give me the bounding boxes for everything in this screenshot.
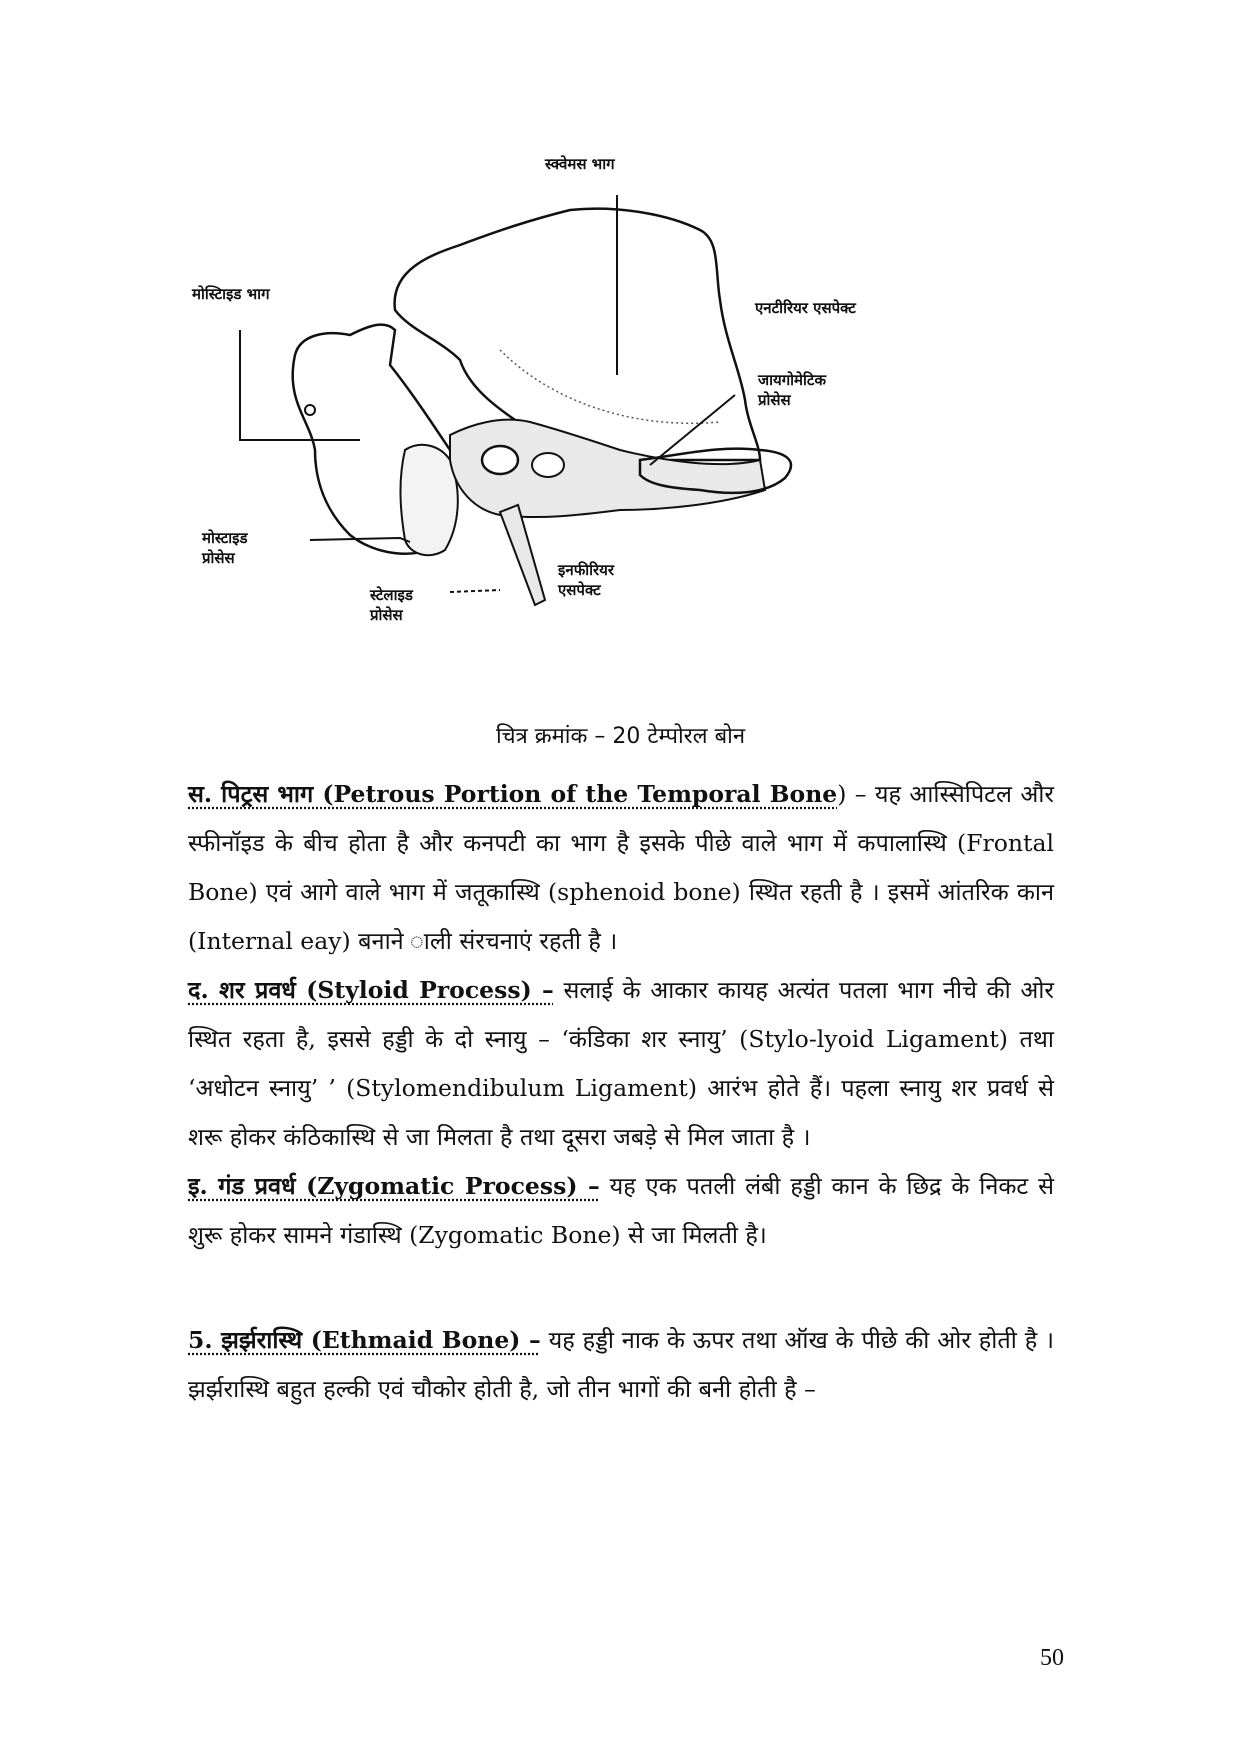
paragraph-zygomatic-process [188,1162,1054,1260]
body-text [188,770,1054,1414]
label-mastoid-process-line2: प्रोसेस [202,549,235,567]
text-zygomatic-process: यह एक पतली लंबी हड्डी कान के छिद्र के निकट से शुरू होकर सामने गंडास्थि (Zygomatic Bone) से जा मिलती है। [188,1172,1054,1249]
label-mastoid-process-line1: मोस्टाइड [202,529,248,547]
label-inferior-aspect-line2: एसपेक्ट [558,581,601,599]
label-zygomatic-process-line2: प्रोसेस [758,391,791,409]
paragraph-styloid-process [188,966,1054,1162]
text-styloid-process: सलाई के आकार कायह अत्यंत पतला भाग नीचे की ओर स्थित रहता है, इससे हड्डी के दो स्नायु – ‘कंडिका शर स्नायु’ (Stylo-lyoid Ligament) तथा ‘अधोटन स्नायु’ ’ (Stylomendibulum Ligament) आरंभ होते हैं। पहला स्नायु शर प्रवर्ध से शरू होकर कंठिकास्थि से जा मिलता है तथा दूसरा जबड़े से मिल जाता है । [188,976,1054,1151]
label-mastoid-part: मोस्टिाइड भाग [192,285,270,303]
label-styloid-process-line2: प्रोसेस [370,606,403,624]
temporal-bone-figure [192,155,1040,720]
label-styloid-process-line1: स्टेलाइड [370,586,413,604]
label-anterior-aspect: एनटीरियर एसपेक्ट [755,299,856,317]
heading-zygomatic-process: इ. गंड प्रवर्ध (Zygomatic Process) – [188,1172,600,1200]
heading-ethmoid-bone: 5. झर्झरास्थि (Ethmaid Bone) – [188,1326,541,1354]
paragraph-ethmoid-bone [188,1316,1054,1414]
text-ethmoid-bone: यह हड्डी नाक के ऊपर तथा ऑख के पीछे की ओर होती है । झर्झरास्थि बहुत हल्की एवं चौकोर होती है, जो तीन भागों की बनी होती है – [188,1326,1054,1403]
label-zygomatic-process-line1: जायगोमेटिक [758,371,826,389]
paragraph-petrous-portion [188,770,1054,966]
temporal-bone-drawing [200,160,1040,720]
label-squamous-part: स्क्वेमस भाग [545,155,615,173]
page-number: 50 [1040,1645,1064,1671]
heading-petrous-portion: स. पिट्रस भाग (Petrous Portion of the Temporal Bone [188,780,838,808]
heading-styloid-process: द. शर प्रवर्ध (Styloid Process) – [188,976,554,1004]
text-petrous-portion: ) – यह आस्सिपिटल और स्फीनॉइड के बीच होता है और कनपटी का भाग है इसके पीछे वाले भाग में कपालास्थि (Frontal Bone) एवं आगे वाले भाग में जतूकास्थि (sphenoid bone) स्थित रहती है । इसमें आंतरिक कान (Internal eay) बनाने ाली संरचनाएं रहती है । [188,780,1054,955]
label-inferior-aspect-line1: इनफीरियर [558,561,614,579]
figure-caption: चित्र क्रमांक – 20 टेम्पोरल बोन [495,724,746,749]
